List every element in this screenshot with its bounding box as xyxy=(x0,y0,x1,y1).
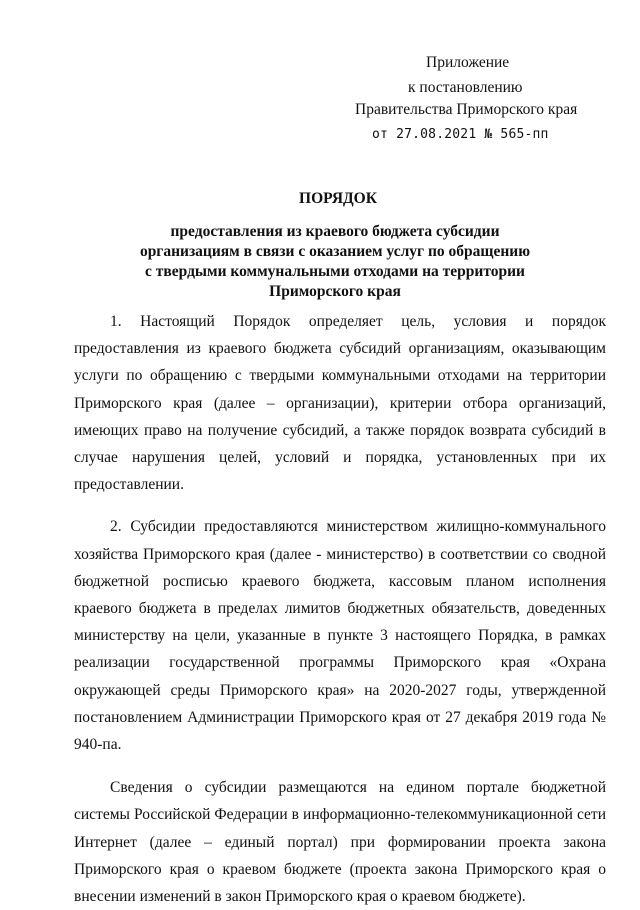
document-body xyxy=(74,308,606,910)
appendix-label: Приложение xyxy=(426,54,510,71)
document-title: ПОРЯДОК xyxy=(299,190,377,207)
paragraph-1: 1. Настоящий Порядок определяет цель, условия и порядок предоставления из краевого бюджета субсидий организациям, оказывающим услуги по обращению с твердыми коммунальными отходами на территории Приморского края (далее – организации), критерии отбора организаций, имеющих право на получение субсидий, а также порядок возврата субсидий в случае нарушения целей, условий и порядка, установленных при их предоставлении. xyxy=(74,313,606,494)
government-name: Правительства Приморского края xyxy=(355,101,578,118)
resolution-reference: к постановлению xyxy=(408,79,523,96)
paragraph-3: Сведения о субсидии размещаются на едином портале бюджетной системы Российской Федерации в информационно-телекоммуникационной сети Интернет (далее – единый портал) при формировании проекта закона Приморского края о краевом бюджете (проекта закона Приморского края о внесении изменений в закон Приморского края о краевом бюджете). xyxy=(74,779,606,906)
subtitle-line: организациям в связи с оказанием услуг по обращению xyxy=(139,243,531,260)
appendix-header xyxy=(352,50,592,147)
paragraph-2: 2. Субсидии предоставляются министерством жилищно-коммунального хозяйства Приморского края (далее - министерство) в соответствии со сводной бюджетной росписью краевого бюджета, кассовым планом исполнения краевого бюджета в пределах лимитов бюджетных обязательств, доведенных министерству на цели, указанные в пункте 3 настоящего Порядка, в рамках реализации государственной программы Приморского края «Охрана окружающей среды Приморского края» на 2020-2027 годы, утвержденной постановлением Администрации Приморского края от 27 декабря 2019 года № 940-па. xyxy=(74,518,606,754)
subtitle-line: с твердыми коммунальными отходами на территории xyxy=(145,263,525,280)
resolution-date-number: от 27.08.2021 № 565-пп xyxy=(372,127,549,142)
document-subtitle xyxy=(0,222,640,302)
subtitle-line: предоставления из краевого бюджета субсидии xyxy=(170,223,500,240)
subtitle-line: Приморского края xyxy=(269,283,401,300)
